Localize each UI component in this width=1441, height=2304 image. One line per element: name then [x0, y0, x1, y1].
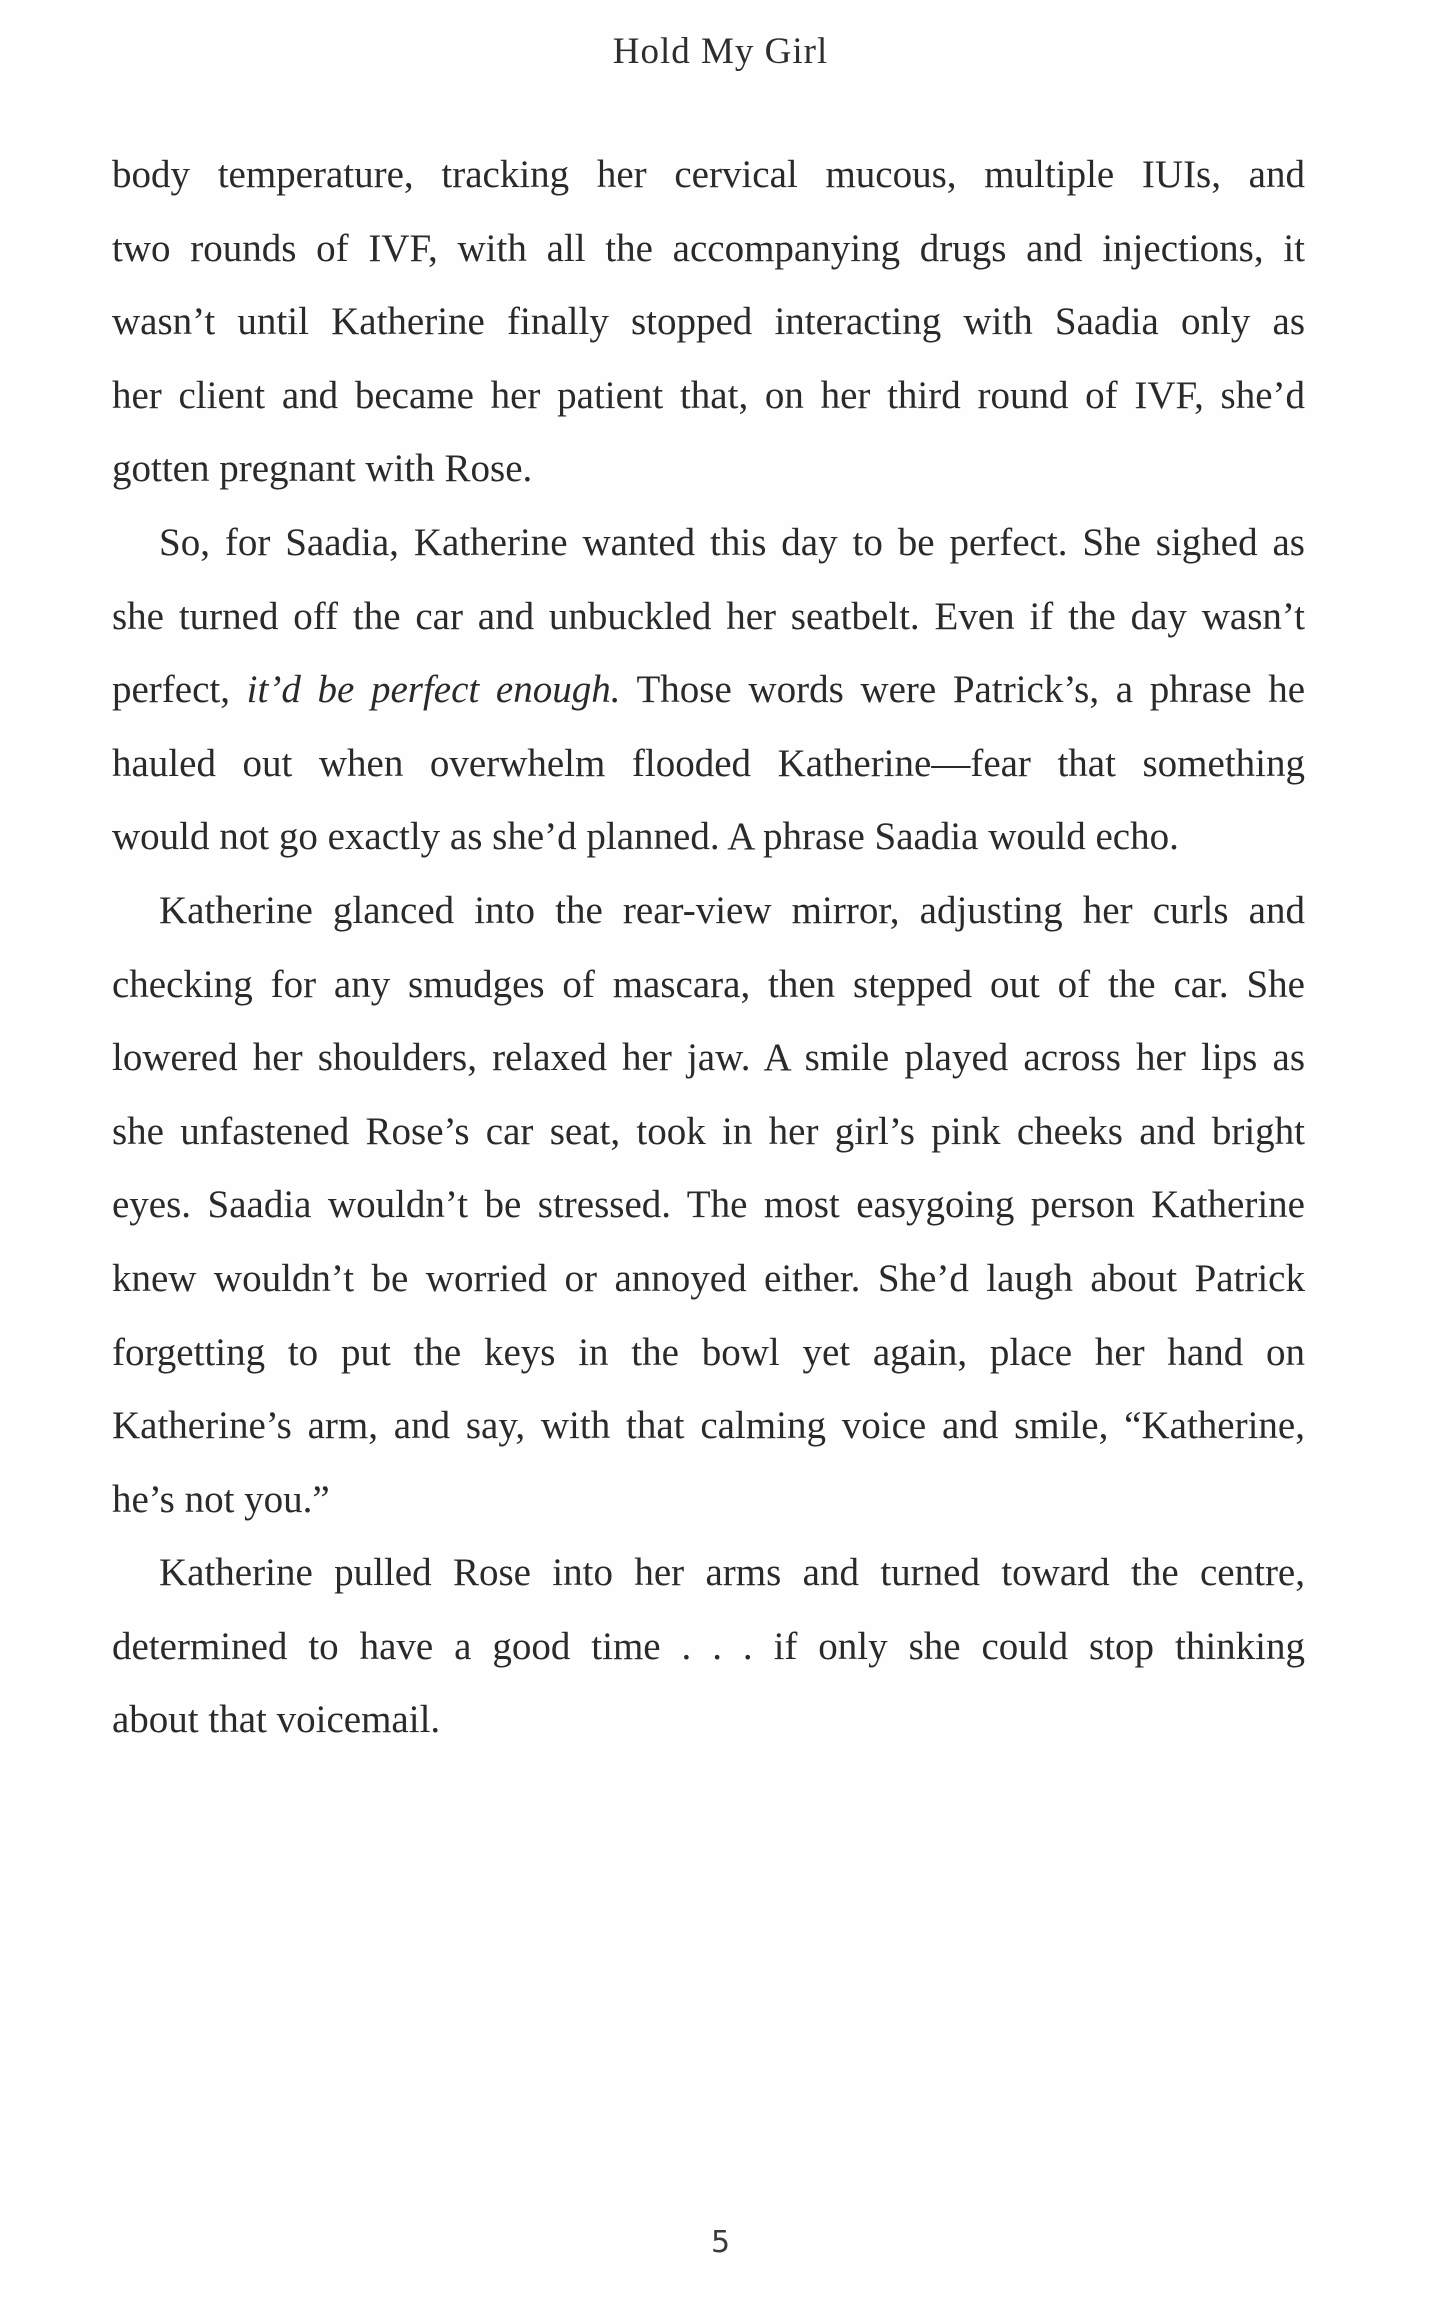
running-head: Hold My Girl — [612, 31, 829, 72]
text-line: Katherine’s arm, and say, with that calming voice and smile, “Katherine, — [112, 1404, 1305, 1448]
text-line: two rounds of IVF, with all the accompanying drugs and injections, it — [112, 226, 1305, 270]
text-line: she unfastened Rose’s car seat, took in her girl’s pink cheeks and bright — [112, 1109, 1305, 1153]
text-line: would not go exactly as she’d planned. A phrase Saadia would echo. — [112, 815, 1179, 859]
text-line: about that voicemail. — [112, 1698, 441, 1742]
text-line: Katherine glanced into the rear-view mirror, adjusting her curls and — [159, 888, 1305, 932]
text-line-mixed — [112, 653, 1305, 727]
text-line: checking for any smudges of mascara, then stepped out of the car. She — [112, 962, 1305, 1006]
text-line: wasn’t until Katherine finally stopped interacting with Saadia only as — [112, 300, 1305, 344]
page-number: 5 — [710, 2225, 731, 2260]
text-line: she turned off the car and unbuckled her seatbelt. Even if the day wasn’t — [112, 594, 1305, 638]
text-line: knew wouldn’t be worried or annoyed either. She’d laugh about Patrick — [112, 1256, 1305, 1300]
italic-phrase: it’d be perfect enough. — [246, 668, 621, 712]
body-text — [112, 138, 1305, 1757]
text-line: lowered her shoulders, relaxed her jaw. A smile played across her lips as — [112, 1036, 1305, 1080]
text-line: So, for Saadia, Katherine wanted this day to be perfect. She sighed as — [159, 520, 1305, 564]
text-line: Katherine pulled Rose into her arms and turned toward the centre, — [159, 1551, 1305, 1595]
text-segment: perfect, — [112, 668, 230, 712]
text-line: hauled out when overwhelm flooded Katherine—fear that something — [112, 741, 1305, 785]
text-line: her client and became her patient that, on her third round of IVF, she’d — [112, 373, 1305, 417]
text-line: body temperature, tracking her cervical mucous, multiple IUIs, and — [112, 153, 1305, 196]
text-line: determined to have a good time . . . if only she could stop thinking — [112, 1624, 1305, 1668]
text-line: forgetting to put the keys in the bowl yet again, place her hand on — [112, 1330, 1305, 1374]
text-line: he’s not you.” — [112, 1477, 330, 1521]
text-segment: Those words were Patrick’s, a phrase he — [636, 668, 1306, 712]
text-line: gotten pregnant with Rose. — [112, 447, 533, 491]
text-line: eyes. Saadia wouldn’t be stressed. The most easygoing person Katherine — [112, 1183, 1305, 1227]
